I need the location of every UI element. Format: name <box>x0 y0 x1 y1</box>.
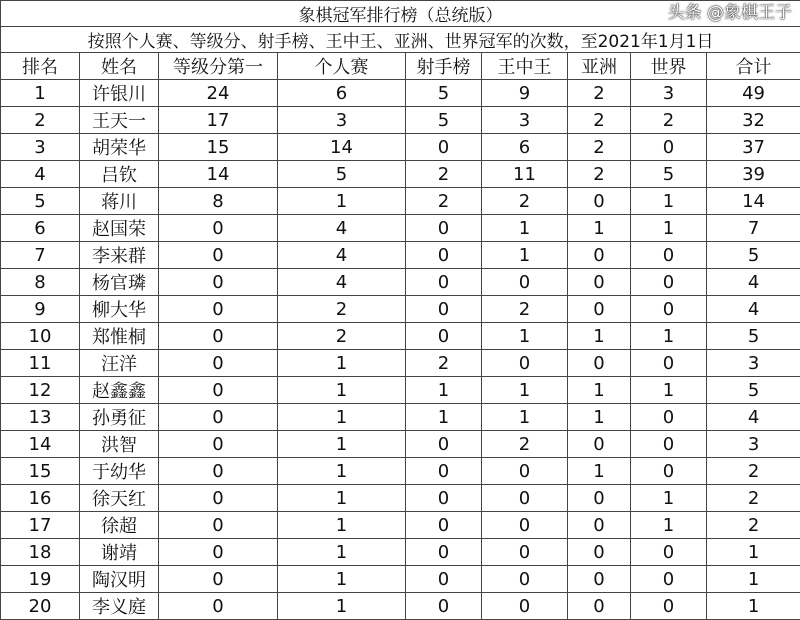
cell-world: 1 <box>631 188 707 215</box>
cell-king-of-kings: 0 <box>482 566 568 593</box>
cell-top-scorer: 0 <box>406 431 482 458</box>
cell-asia: 0 <box>568 431 631 458</box>
cell-individual: 4 <box>278 242 406 269</box>
cell-asia: 0 <box>568 188 631 215</box>
cell-top-scorer: 0 <box>406 539 482 566</box>
cell-world: 0 <box>631 539 707 566</box>
cell-king-of-kings: 1 <box>482 404 568 431</box>
cell-rating-first: 0 <box>159 512 278 539</box>
cell-asia: 2 <box>568 107 631 134</box>
cell-top-scorer: 0 <box>406 269 482 296</box>
table-row <box>1 539 800 566</box>
cell-rank: 17 <box>1 512 80 539</box>
cell-top-scorer: 5 <box>406 80 482 107</box>
cell-rank: 7 <box>1 242 80 269</box>
cell-total: 39 <box>707 161 800 188</box>
cell-rank: 3 <box>1 134 80 161</box>
cell-asia: 2 <box>568 161 631 188</box>
table-row <box>1 161 800 188</box>
cell-individual: 1 <box>278 593 406 620</box>
cell-world: 1 <box>631 323 707 350</box>
table-row <box>1 485 800 512</box>
cell-rating-first: 14 <box>159 161 278 188</box>
cell-name: 于幼华 <box>80 458 159 485</box>
cell-top-scorer: 2 <box>406 188 482 215</box>
cell-rating-first: 0 <box>159 566 278 593</box>
table-row <box>1 134 800 161</box>
cell-world: 0 <box>631 404 707 431</box>
cell-king-of-kings: 2 <box>482 188 568 215</box>
cell-individual: 5 <box>278 161 406 188</box>
cell-top-scorer: 0 <box>406 242 482 269</box>
cell-asia: 0 <box>568 485 631 512</box>
cell-rating-first: 0 <box>159 431 278 458</box>
table-row <box>1 188 800 215</box>
cell-top-scorer: 0 <box>406 215 482 242</box>
cell-rating-first: 0 <box>159 539 278 566</box>
cell-name: 胡荣华 <box>80 134 159 161</box>
table-row <box>1 215 800 242</box>
cell-rank: 5 <box>1 188 80 215</box>
cell-total: 5 <box>707 377 800 404</box>
cell-name: 徐超 <box>80 512 159 539</box>
cell-top-scorer: 5 <box>406 107 482 134</box>
cell-individual: 1 <box>278 350 406 377</box>
cell-rank: 11 <box>1 350 80 377</box>
cell-world: 0 <box>631 593 707 620</box>
cell-top-scorer: 2 <box>406 350 482 377</box>
table-row <box>1 80 800 107</box>
cell-name: 赵国荣 <box>80 215 159 242</box>
cell-top-scorer: 0 <box>406 134 482 161</box>
cell-rank: 13 <box>1 404 80 431</box>
cell-rank: 14 <box>1 431 80 458</box>
table-row <box>1 566 800 593</box>
cell-asia: 2 <box>568 134 631 161</box>
cell-name: 孙勇征 <box>80 404 159 431</box>
cell-top-scorer: 2 <box>406 161 482 188</box>
cell-asia: 1 <box>568 215 631 242</box>
cell-rank: 15 <box>1 458 80 485</box>
cell-individual: 1 <box>278 485 406 512</box>
cell-top-scorer: 0 <box>406 485 482 512</box>
table-row <box>1 431 800 458</box>
cell-king-of-kings: 2 <box>482 296 568 323</box>
cell-rank: 1 <box>1 80 80 107</box>
cell-individual: 1 <box>278 566 406 593</box>
cell-rating-first: 0 <box>159 215 278 242</box>
cell-total: 3 <box>707 350 800 377</box>
table-row <box>1 593 800 620</box>
cell-name: 李义庭 <box>80 593 159 620</box>
cell-king-of-kings: 0 <box>482 458 568 485</box>
cell-rank: 20 <box>1 593 80 620</box>
table-row <box>1 296 800 323</box>
column-header-top-scorer: 射手榜 <box>406 53 482 80</box>
cell-name: 蒋川 <box>80 188 159 215</box>
cell-individual: 6 <box>278 80 406 107</box>
cell-king-of-kings: 9 <box>482 80 568 107</box>
cell-king-of-kings: 0 <box>482 539 568 566</box>
table-subtitle: 按照个人赛、等级分、射手榜、王中王、亚洲、世界冠军的次数，至2021年1月1日 <box>1 27 800 53</box>
cell-individual: 2 <box>278 296 406 323</box>
cell-asia: 0 <box>568 350 631 377</box>
cell-total: 1 <box>707 593 800 620</box>
cell-individual: 1 <box>278 188 406 215</box>
cell-king-of-kings: 0 <box>482 512 568 539</box>
cell-world: 0 <box>631 431 707 458</box>
cell-top-scorer: 0 <box>406 458 482 485</box>
cell-king-of-kings: 0 <box>482 593 568 620</box>
cell-rank: 10 <box>1 323 80 350</box>
table-row <box>1 107 800 134</box>
cell-asia: 0 <box>568 593 631 620</box>
cell-top-scorer: 0 <box>406 296 482 323</box>
cell-name: 李来群 <box>80 242 159 269</box>
column-header-asia: 亚洲 <box>568 53 631 80</box>
cell-name: 洪智 <box>80 431 159 458</box>
column-header-world: 世界 <box>631 53 707 80</box>
table-row <box>1 458 800 485</box>
cell-rating-first: 8 <box>159 188 278 215</box>
cell-total: 4 <box>707 404 800 431</box>
cell-king-of-kings: 1 <box>482 323 568 350</box>
cell-rating-first: 0 <box>159 242 278 269</box>
cell-rank: 2 <box>1 107 80 134</box>
cell-total: 1 <box>707 566 800 593</box>
cell-world: 5 <box>631 161 707 188</box>
cell-name: 许银川 <box>80 80 159 107</box>
cell-world: 1 <box>631 215 707 242</box>
cell-rating-first: 0 <box>159 485 278 512</box>
cell-total: 14 <box>707 188 800 215</box>
cell-top-scorer: 0 <box>406 566 482 593</box>
cell-name: 柳大华 <box>80 296 159 323</box>
cell-total: 4 <box>707 296 800 323</box>
cell-rating-first: 0 <box>159 323 278 350</box>
cell-total: 3 <box>707 431 800 458</box>
table-row <box>1 350 800 377</box>
cell-individual: 14 <box>278 134 406 161</box>
cell-rating-first: 0 <box>159 296 278 323</box>
cell-name: 谢靖 <box>80 539 159 566</box>
cell-asia: 0 <box>568 296 631 323</box>
cell-name: 王天一 <box>80 107 159 134</box>
cell-individual: 4 <box>278 215 406 242</box>
cell-world: 1 <box>631 377 707 404</box>
cell-world: 3 <box>631 80 707 107</box>
cell-asia: 0 <box>568 539 631 566</box>
cell-king-of-kings: 1 <box>482 215 568 242</box>
cell-total: 2 <box>707 485 800 512</box>
cell-rating-first: 0 <box>159 350 278 377</box>
cell-asia: 1 <box>568 458 631 485</box>
cell-world: 0 <box>631 242 707 269</box>
cell-king-of-kings: 3 <box>482 107 568 134</box>
cell-individual: 4 <box>278 269 406 296</box>
column-header-rating-first: 等级分第一 <box>159 53 278 80</box>
cell-total: 37 <box>707 134 800 161</box>
cell-top-scorer: 1 <box>406 377 482 404</box>
cell-rank: 9 <box>1 296 80 323</box>
cell-individual: 1 <box>278 539 406 566</box>
cell-world: 0 <box>631 134 707 161</box>
column-header-total: 合计 <box>707 53 800 80</box>
cell-rank: 19 <box>1 566 80 593</box>
cell-rank: 4 <box>1 161 80 188</box>
cell-king-of-kings: 2 <box>482 431 568 458</box>
cell-world: 1 <box>631 512 707 539</box>
cell-rank: 16 <box>1 485 80 512</box>
header-row <box>1 53 800 80</box>
cell-asia: 0 <box>568 269 631 296</box>
cell-rating-first: 17 <box>159 107 278 134</box>
cell-rating-first: 15 <box>159 134 278 161</box>
cell-name: 赵鑫鑫 <box>80 377 159 404</box>
cell-rank: 12 <box>1 377 80 404</box>
cell-asia: 0 <box>568 242 631 269</box>
cell-name: 陶汉明 <box>80 566 159 593</box>
table-row <box>1 269 800 296</box>
cell-king-of-kings: 0 <box>482 350 568 377</box>
cell-name: 徐天红 <box>80 485 159 512</box>
cell-rank: 8 <box>1 269 80 296</box>
cell-asia: 0 <box>568 566 631 593</box>
cell-rating-first: 0 <box>159 458 278 485</box>
cell-world: 0 <box>631 458 707 485</box>
cell-asia: 2 <box>568 80 631 107</box>
table-row <box>1 404 800 431</box>
cell-king-of-kings: 11 <box>482 161 568 188</box>
table-row <box>1 242 800 269</box>
cell-total: 7 <box>707 215 800 242</box>
cell-rating-first: 0 <box>159 404 278 431</box>
column-header-king-of-kings: 王中王 <box>482 53 568 80</box>
column-header-name: 姓名 <box>80 53 159 80</box>
cell-name: 杨官璘 <box>80 269 159 296</box>
cell-name: 汪洋 <box>80 350 159 377</box>
cell-rating-first: 0 <box>159 593 278 620</box>
cell-rating-first: 24 <box>159 80 278 107</box>
watermark: 头条 @象棋王子 <box>668 3 792 23</box>
cell-individual: 2 <box>278 323 406 350</box>
cell-total: 2 <box>707 512 800 539</box>
table-title: 象棋冠军排行榜（总统版） <box>1 1 800 27</box>
cell-top-scorer: 0 <box>406 323 482 350</box>
cell-total: 49 <box>707 80 800 107</box>
cell-individual: 1 <box>278 458 406 485</box>
cell-individual: 1 <box>278 404 406 431</box>
cell-rating-first: 0 <box>159 377 278 404</box>
cell-asia: 1 <box>568 377 631 404</box>
cell-individual: 1 <box>278 512 406 539</box>
cell-world: 2 <box>631 107 707 134</box>
cell-name: 吕钦 <box>80 161 159 188</box>
cell-individual: 1 <box>278 377 406 404</box>
cell-king-of-kings: 0 <box>482 485 568 512</box>
cell-individual: 1 <box>278 431 406 458</box>
cell-world: 1 <box>631 485 707 512</box>
cell-name: 郑惟桐 <box>80 323 159 350</box>
cell-individual: 3 <box>278 107 406 134</box>
cell-top-scorer: 0 <box>406 512 482 539</box>
cell-rank: 6 <box>1 215 80 242</box>
cell-total: 5 <box>707 323 800 350</box>
column-header-rank: 排名 <box>1 53 80 80</box>
cell-world: 0 <box>631 296 707 323</box>
cell-total: 4 <box>707 269 800 296</box>
cell-rank: 18 <box>1 539 80 566</box>
cell-asia: 1 <box>568 404 631 431</box>
column-header-individual: 个人赛 <box>278 53 406 80</box>
table-row <box>1 323 800 350</box>
cell-world: 0 <box>631 269 707 296</box>
cell-king-of-kings: 1 <box>482 377 568 404</box>
table-row <box>1 512 800 539</box>
cell-rating-first: 0 <box>159 269 278 296</box>
cell-king-of-kings: 1 <box>482 242 568 269</box>
cell-top-scorer: 0 <box>406 593 482 620</box>
cell-king-of-kings: 0 <box>482 269 568 296</box>
cell-world: 0 <box>631 566 707 593</box>
cell-asia: 1 <box>568 323 631 350</box>
cell-total: 5 <box>707 242 800 269</box>
cell-total: 32 <box>707 107 800 134</box>
cell-top-scorer: 1 <box>406 404 482 431</box>
table-row <box>1 377 800 404</box>
cell-king-of-kings: 6 <box>482 134 568 161</box>
cell-asia: 0 <box>568 512 631 539</box>
cell-total: 2 <box>707 458 800 485</box>
cell-world: 0 <box>631 350 707 377</box>
cell-total: 1 <box>707 539 800 566</box>
